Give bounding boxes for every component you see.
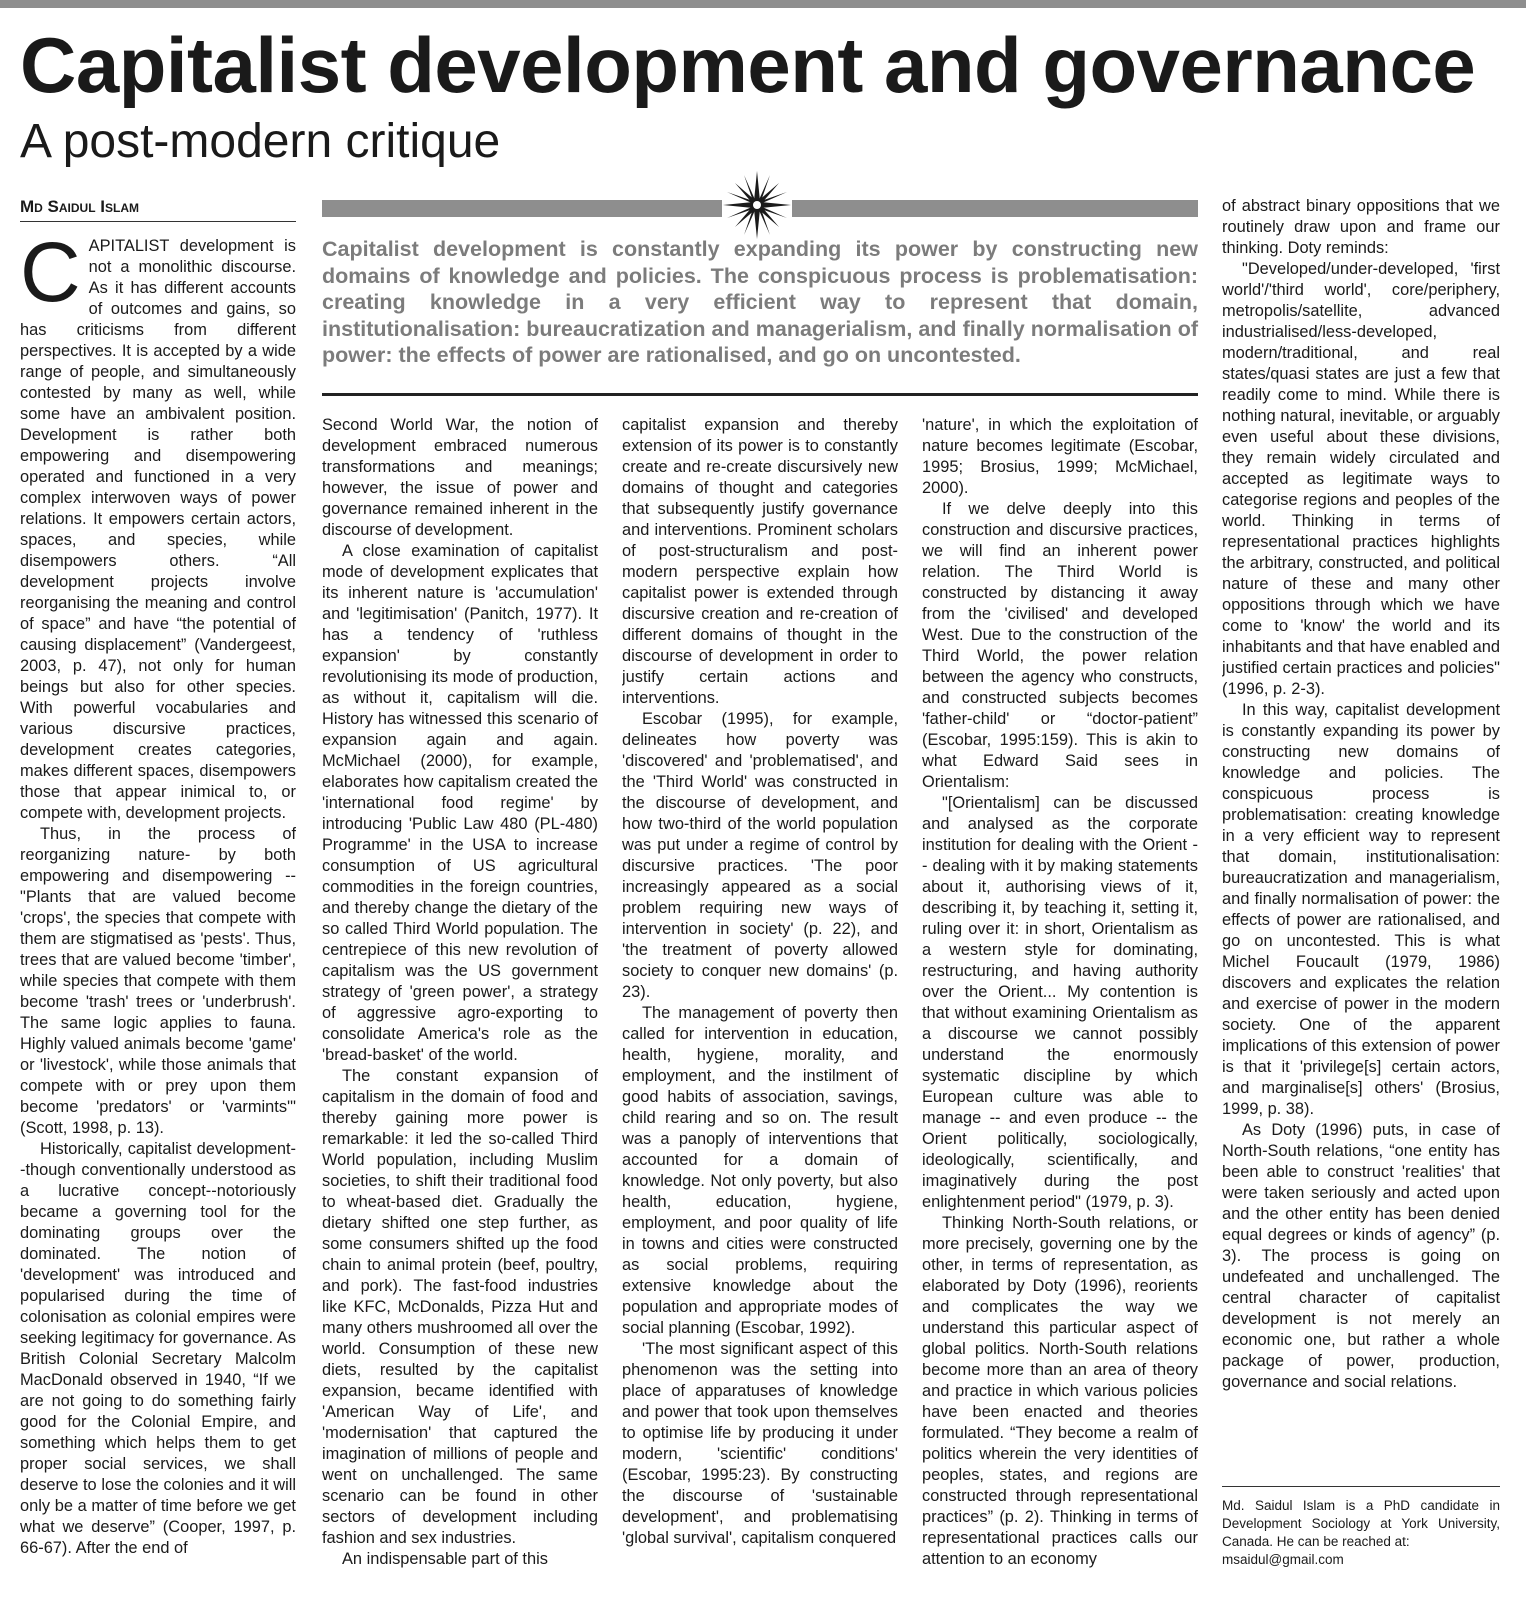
author-bio-text: Md. Saidul Islam is a PhD candidate in Development Sociology at York University, Canada. He can be reached at:: [1222, 1498, 1500, 1549]
column-1: [20, 236, 296, 1606]
top-rule: [0, 0, 1526, 8]
paragraph: As Doty (1996) puts, in case of North-South relations, “one entity has been able to construct 'realities' that were taken seriously and acted upon and the other entity has been denied equal degrees or kinds of agency” (p. 3). The process is going on undefeated and unchallenged. The central character of capitalist development is not merely an economic one, but rather a whole package of power, production, governance and social relations.: [1222, 1121, 1500, 1391]
paragraph: The constant expansion of capitalism in the domain of food and thereby gaining more power is remarkable: it led the so-called Third World population, including Muslim societies, to shift their traditional food to wheat-based diet. Gradually the dietary shifted one step further, as some consumers shifted up the food chain to animal protein (beef, poultry, and pork). The fast-food industries like KFC, McDonalds, Pizza Hut and many others mushroomed all over the world. Consumption of these new diets, resulted by the capitalist expansion, became identified with 'American Way of Life', and 'modernisation' that captured the imagination of millions of people and went on unchallenged. The same scenario can be found in other sectors of development including fashion and sex industries.: [322, 1067, 598, 1547]
paragraph: If we delve deeply into this construction and discursive practices, we will find an inherent power relation. The Third World is constructed by distancing it away from the 'civilised' and developed West. Due to the construction of the Third World, the power relation between the agency who constructs, and constructed subjects becomes 'father-child' or “doctor-patient” (Escobar, 1995:159). This is akin to what Edward Said sees in Orientalism:: [922, 500, 1198, 791]
pullquote: Capitalist development is constantly expanding its power by constructing new domains of knowledge and policies. The conspicuous process is problematisation: creating knowledge in a very efficient way to represent that domain, institutionalisation: bureaucratization and managerialism, and finally normalisation of power: the effects of power are rationalised, and go on uncontested.: [322, 237, 1198, 367]
column-3: [622, 415, 898, 1605]
pullquote-rule: [322, 393, 1198, 396]
author-bio: [1222, 1497, 1500, 1569]
paragraph: Thinking North-South relations, or more precisely, governing one by the other, in terms of representation, as elaborated by Doty (1996), reorients and complicates the way we understand this particular aspect of global politics. North-South relations become more than an area of theory and practice in which various policies have been enacted and theories formulated. “They become a realm of politics wherein the very identities of peoples, states, and regions are constructed through representational practices” (p. 2). Thinking in terms of representational practices calls our attention to an economy: [922, 1214, 1198, 1568]
paragraph: 'nature', in which the exploitation of nature becomes legitimate (Escobar, 1995; Brosius, 1999; McMichael, 2000).: [922, 416, 1198, 497]
paragraph: [20, 236, 296, 824]
paragraph: Historically, capitalist development--though conventionally understood as a lucrative concept--notoriously became a governing tool for the dominating groups over the dominated. The notion of 'development' was introduced and popularised during the time of colonisation as colonial empires were seeking legitimacy for governance. As British Colonial Secretary Malcolm MacDonald observed in 1940, “If we are not going to do something fairly good for the Colonial Empire, and something which helps them to get proper social services, we shall deserve to lose the colonies and it will only be a matter of time before we get what we deserve” (Cooper, 1997, p. 66-67). After the end of: [20, 1140, 296, 1557]
headline: Capitalist development and governance: [20, 21, 1476, 109]
paragraph: The management of poverty then called for intervention in education, health, hygiene, morality, and employment, and the instilment of good habits of association, savings, child rearing and so on. The result was a panoply of interventions that accounted for a domain of knowledge. Not only poverty, but also health, education, hygiene, employment, and poor quality of life in towns and cities were constructed as social problems, requiring extensive knowledge about the population and appropriate modes of social planning (Escobar, 1992).: [622, 1004, 898, 1337]
block-quote: "Developed/under-developed, 'first world'/'third world', core/periphery, metropolis/satellite, advanced industrialised/less-developed, modern/traditional, and real states/quasi states are just a few that readily come to mind. While there is nothing natural, inevitable, or arguably even useful about these divisions, they remain widely circulated and accepted as legitimate ways to categorise regions and peoples of the world. Thinking in terms of representational practices highlights the arbitrary, constructed, and political nature of these and many other oppositions through which we have come to 'know' the world and its inhabitants and that have enabled and justified certain practices and policies" (1996, p. 2-3).: [1222, 260, 1500, 698]
paragraph: of abstract binary oppositions that we routinely draw upon and frame our thinking. Doty reminds:: [1222, 197, 1500, 257]
paragraph: In this way, capitalist development is constantly expanding its power by constructing new domains of knowledge and policies. The conspicuous process is problematisation: creating knowledge in a very efficient way to represent that domain, institutionalisation: bureaucratization and managerialism, and finally normalisation of power: the effects of power are rationalised, and go on uncontested. This is what Michel Foucault (1979, 1986) discovers and explicates the relation and exercise of power in the modern society. One of the apparent implications of this extension of power is that it 'privilege[s] certain actors, and marginalise[s] others' (Brosius, 1999, p. 38).: [1222, 701, 1500, 1118]
author-email[interactable]: msaidul@gmail.com: [1222, 1552, 1344, 1567]
subheadline: A post-modern critique: [20, 115, 501, 168]
column-2: [322, 415, 598, 1605]
byline: Md Saidul Islam: [20, 197, 296, 222]
paragraph: 'The most significant aspect of this phenomenon was the setting into place of apparatuses of knowledge and power that took upon themselves to optimise life by producing it under modern, 'scientific' conditions' (Escobar, 1995:23). By constructing the discourse of 'sustainable development', and problematising 'global survival', capitalism conquered: [622, 1340, 898, 1547]
bio-rule: [1222, 1486, 1500, 1487]
column-5: [1222, 196, 1500, 1486]
paragraph: capitalist expansion and thereby extension of its power is to constantly create and re-create discursively new domains of thought and categories that subsequently justify governance and interventions. Prominent scholars of post-structuralism and post-modern perspective explain how capitalist power is extended through discursive creation and re-creation of different domains of thought in the discourse of development in order to justify certain actions and interventions.: [622, 416, 898, 707]
paragraph: An indispensable part of this: [342, 1550, 548, 1568]
column-4: [922, 415, 1198, 1605]
block-quote: "[Orientalism] can be discussed and analysed as the corporate institution for dealing with the Orient -- dealing with it by making statements about it, authorising views of it, describing it, by teaching it, setting it, ruling over it: in short, Orientalism as a western style for dominating, restructuring, and having authority over the Orient... My contention is that without examining Orientalism as a discourse we cannot possibly understand the enormously systematic discipline by which European culture was able to manage -- and even produce -- the Orient politically, sociologically, ideologically, scientifically, and imaginatively during the post enlightenment period" (1979, p. 3).: [922, 794, 1198, 1211]
starburst-icon: [722, 170, 792, 240]
paragraph: Thus, in the process of reorganizing nature- by both empowering and disempowering -- "Plants that are valued become 'crops', the species that compete with them are stigmatised as 'pests'. Thus, trees that are valued become 'timber', while species that compete with them become 'trash' trees or 'underbrush'. The same logic applies to fauna. Highly valued animals become 'game' or 'livestock', while those animals that compete with or prey upon them become 'predators' or 'varmints'" (Scott, 1998, p. 13).: [20, 825, 296, 1137]
paragraph: A close examination of capitalist mode of development explicates that its inherent nature is 'accumulation' and 'legitimisation' (Panitch, 1977). It has a tendency of 'ruthless expansion' by constantly revolutionising its mode of production, as without it, capitalism will die. History has witnessed this scenario of expansion again and again. McMichael (2000), for example, elaborates how capitalism created the 'international food regime' by introducing 'Public Law 480 (PL-480) Programme' in the USA to increase consumption of US agricultural commodities in the foreign countries, and thereby change the dietary of the so called Third World population. The centrepiece of this new revolution of capitalism was the US government strategy of 'green power', a strategy of aggressive agro-exporting to consolidate America's role as the 'bread-basket' of the world.: [322, 542, 598, 1064]
dropcap: C: [20, 236, 81, 319]
paragraph: Second World War, the notion of development embraced numerous transformations and meanings; however, the issue of power and governance remained inherent in the discourse of development.: [322, 416, 598, 539]
paragraph-text: APITALIST development is not a monolithic discourse. As it has different accounts of outcomes and gains, so has criticisms from different perspectives. It is accepted by a wide range of people, and simultaneously contested by many as well, while some have an ambivalent position. Development is rather both empowering and disempowering operated and functioned in a very complex interwoven ways of power relations. It empowers certain actors, spaces, and species, while disempowers others. “All development projects involve reorganising the meaning and control of space” and have “the potential of causing displacement” (Vandergeest, 2003, p. 47), not only for human beings but also for other species. With powerful vocabularies and various discursive practices, development creates categories, makes different spaces, disempowers those that appear inimical to, or compete with, development projects.: [20, 237, 296, 822]
paragraph: Escobar (1995), for example, delineates how poverty was 'discovered' and 'problematised', and the 'Third World' was constructed in the discourse of development, and how two-third of the world population was put under a regime of control by discursive practices. 'The poor increasingly appeared as a social problem requiring new ways of intervention in society' (p. 22), and 'the treatment of poverty allowed society to conquer new domains' (p. 23).: [622, 710, 898, 1001]
